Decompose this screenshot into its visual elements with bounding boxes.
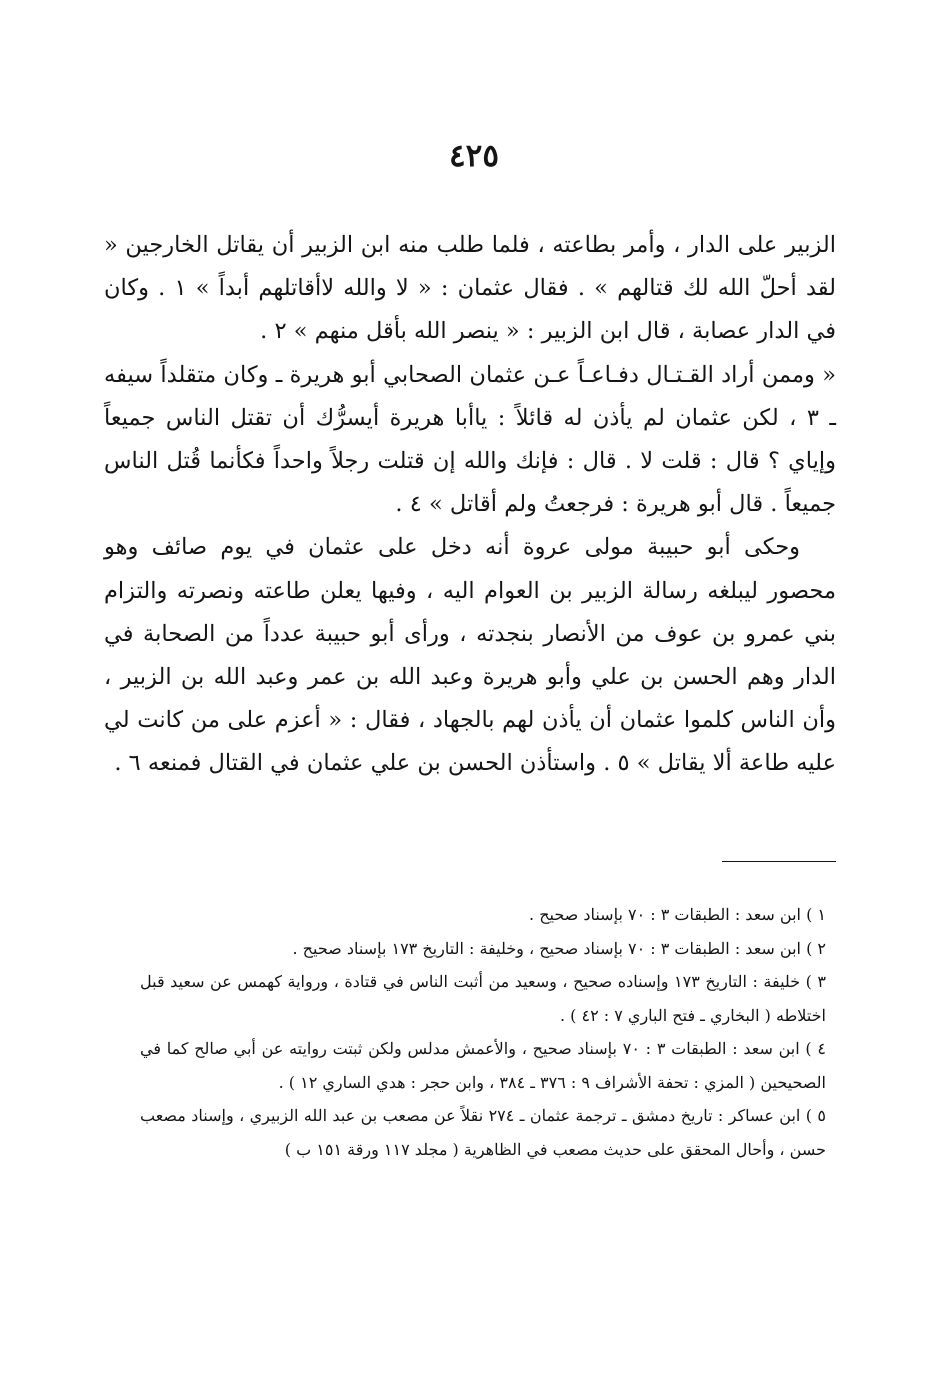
page-number: ٤٢٥ [449,138,499,174]
footnote-5: ٥ ) ابن عساكر : تاريخ دمشق ـ ترجمة عثمان ـ ٢٧٤ نقلاً عن مصعب بن عبد الله الزبيري ، وإسناد مصعب حسن ، وأحال المحقق على حديث مصعب في الظاهرية ( مجلد ١١٧ ورقة ١٥١ ب ) [140,1106,826,1159]
footnotes [140,898,826,1166]
footnote-divider [722,861,836,862]
footnote-2: ٢ ) ابن سعد : الطبقات ٣ : ٧٠ بإسناد صحيح ، وخليفة : التاريخ ١٧٣ بإسناد صحيح . [292,938,826,958]
main-text [104,224,836,786]
footnote-3: ٣ ) خليفة : التاريخ ١٧٣ وإسناده صحيح ، وسعيد من أثبت الناس في قتادة ، ورواية كهمس عن سعيد قبل اختلاطه ( البخاري ـ فتح الباري ٧ : ٤٢ ) . [140,972,827,1025]
footnote-4: ٤ ) ابن سعد : الطبقات ٣ : ٧٠ بإسناد صحيح ، والأعمش مدلس ولكن ثبتت روايته عن أبي صالح كما في الصحيحين ( المزي : تحفة الأشراف ٩ : ٣٧٦ ـ ٣٨٤ ، وابن حجر : هدي الساري ١٢ ) . [140,1039,827,1092]
footnote-1: ١ ) ابن سعد : الطبقات ٣ : ٧٠ بإسناد صحيح . [529,905,826,924]
paragraph-3: وحكى أبو حبيبة مولى عروة أنه دخل على عثمان في يوم صائف وهو محصور ليبلغه رسالة الزبير بن العوام اليه ، وفيها يعلن طاعته ونصرته والتزام بني عمرو بن عوف من الأنصار بنجدته ، ورأى أبو حبيبة عدداً من الصحابة في الدار وهم الحسن بن علي وأبو هريرة وعبد الله بن عمر وعبد الله بن الزبير ، وأن الناس كلموا عثمان أن يأذن لهم بالجهاد ، فقال : « أعزم على من كانت لي عليه طاعة ألا يقاتل » ٥ . واستأذن الحسن بن علي عثمان في القتال فمنعه ٦ . [104,534,836,777]
paragraph-1: الزبير على الدار ، وأمر بطاعته ، فلما طلب منه ابن الزبير أن يقاتل الخارجين « لقد أحلّ الله لك قتالهم » . فقال عثمان : « لا والله لاأقاتلهم أبداً » ١ . وكان في الدار عصابة ، قال ابن الزبير : « ينصر الله بأقل منهم » ٢ . [104,232,836,345]
paragraph-2: « وممن أراد القـتـال دفـاعـاً عـن عثمان الصحابي أبو هريرة ـ وكان متقلداً سيفه ـ ٣ ، لكن عثمان لم يأذن له قائلاً : ياأبا هريرة أيسرُّك أن تقتل الناس جميعاً وإياي ؟ قال : قلت لا . قال : فإنك والله إن قتلت رجلاً واحداً فكأنما قُتل الناس جميعاً . قال أبو هريرة : فرجعتُ ولم أقاتل » ٤ . [104,361,837,518]
